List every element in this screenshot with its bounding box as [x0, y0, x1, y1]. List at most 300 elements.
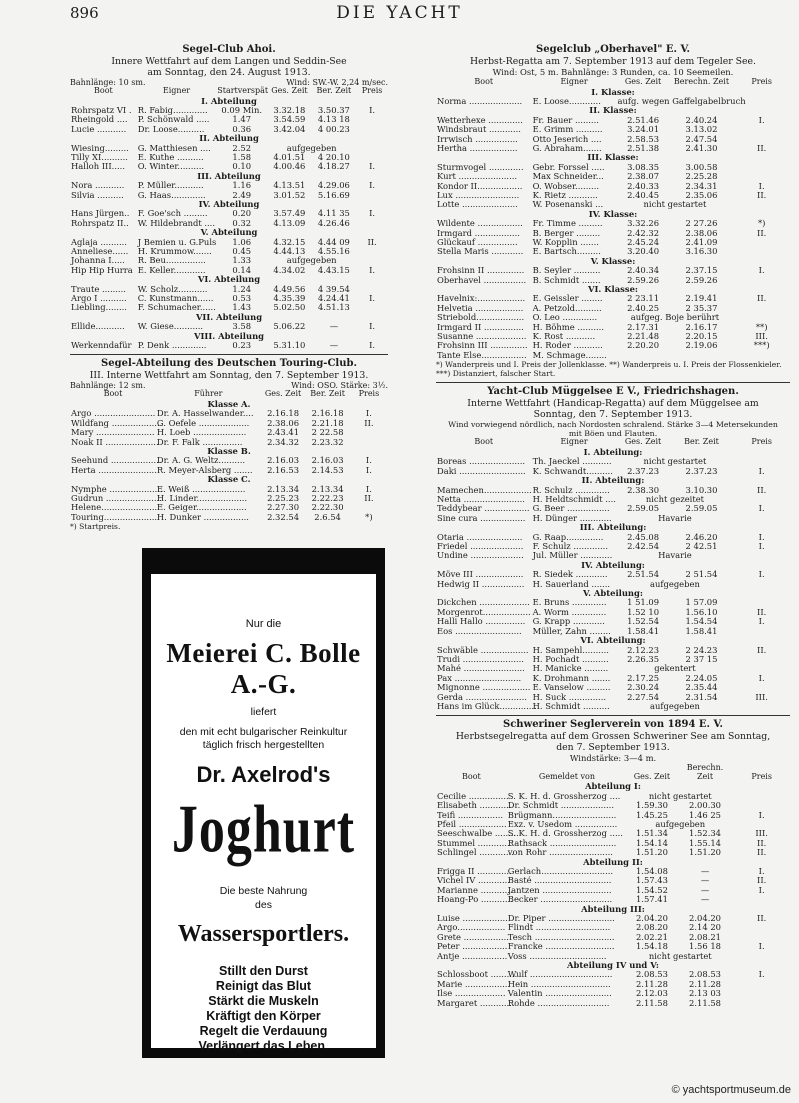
- oberhavel-subtitle: Herbst-Regatta am 7. September 1913 auf dem Tegeler See.: [470, 56, 756, 67]
- result-cell: 3.13.02: [685, 124, 718, 135]
- result-cell: 2.11.58: [689, 997, 722, 1008]
- result-cell: [733, 980, 790, 989]
- result-cell: [733, 627, 790, 636]
- result-cell: Sturmvogel .............: [437, 161, 524, 172]
- result-cell: 1 57.09: [685, 597, 718, 608]
- result-cell: K. Drohmann .......: [532, 672, 611, 683]
- result-cell: 2 35.37: [685, 302, 718, 313]
- result-cell: 2.6.54: [314, 511, 341, 522]
- result-cell: I.: [758, 941, 765, 952]
- result-cell: 2.47.54: [685, 133, 718, 144]
- result-cell: H. Pochadt ..........: [532, 653, 609, 664]
- result-cell: 2.16.18: [311, 408, 344, 419]
- result-cell: 4 00.23: [317, 123, 350, 134]
- result-cell: 3.50.37: [317, 104, 350, 115]
- result-cell: III.: [755, 691, 768, 702]
- result-cell: A. Worm .............: [532, 606, 607, 617]
- result-cell: G. Haas.............: [137, 189, 206, 200]
- result-cell: Helene......................: [71, 502, 160, 513]
- result-cell: Havelnix:..................: [437, 293, 526, 304]
- result-cell: nicht gestartet: [648, 950, 712, 961]
- result-cell: R. Schulz .............: [532, 484, 610, 495]
- result-cell: 2.13.34: [311, 483, 344, 494]
- result-cell: II.: [757, 293, 767, 304]
- column-header: Preis: [751, 77, 772, 86]
- result-cell: W. Hildebrandt ....: [137, 217, 215, 228]
- result-cell: 4.29.06: [317, 180, 350, 191]
- result-cell: 2.32.54: [267, 511, 300, 522]
- result-cell: Max Schneider...: [532, 171, 604, 182]
- result-cell: [356, 125, 388, 134]
- result-cell: C. Kunstmann......: [137, 293, 214, 304]
- result-cell: 4.13.09: [273, 217, 306, 228]
- result-cell: I.: [369, 180, 376, 191]
- result-cell: Silvia ..........: [71, 189, 124, 200]
- column-header: Eigner: [560, 437, 588, 447]
- result-cell: 1.54.18: [635, 941, 668, 952]
- result-cell: Grete .................: [437, 931, 509, 942]
- result-cell: I.: [369, 264, 376, 275]
- result-cell: 5.31.10: [273, 340, 306, 351]
- result-cell: 3.24.01: [627, 124, 660, 135]
- mueggelsee-date: Sonntag, den 7. September 1913.: [533, 409, 693, 421]
- ad-intro: Nur die: [245, 618, 282, 630]
- result-cell: Rheingold ....: [71, 114, 128, 125]
- result-cell: E. Vanselow .........: [532, 682, 611, 693]
- result-cell: 4.00.46: [273, 161, 306, 172]
- result-cell: Peter .................: [437, 941, 508, 952]
- result-cell: Argo..................: [437, 922, 506, 933]
- result-cell: 4.44 09: [317, 236, 350, 247]
- column-header: Gemeldet von: [538, 771, 596, 781]
- result-cell: E. Kuthe ..........: [137, 151, 204, 162]
- result-cell: Aglaja ..........: [71, 236, 127, 247]
- ad-panel: [151, 574, 376, 1053]
- result-cell: I.: [758, 616, 765, 627]
- result-cell: I.: [365, 455, 372, 466]
- result-cell: F. Schulz .............: [532, 541, 608, 552]
- result-cell: Dr. Loose..........: [137, 123, 205, 134]
- result-cell: 2.41.30: [685, 142, 718, 153]
- oberhavel-title: Segelclub „Oberhavel" E. V.: [536, 44, 690, 55]
- result-cell: 0.20: [232, 208, 252, 219]
- result-cell: W. Kopplin .......: [532, 237, 599, 247]
- schwerin-title: Schweriner Seglerverein von 1894 E. V.: [503, 719, 723, 731]
- result-cell: nicht gezeitet: [645, 494, 705, 504]
- result-cell: 2 24.23: [685, 644, 718, 655]
- result-cell: nicht gestartet: [643, 199, 707, 210]
- result-cell: 2.23.32: [311, 436, 344, 447]
- ahoi-subtitle: Innere Wettfahrt auf dem Langen und Seddin-See: [111, 56, 347, 67]
- ad-product: Joghurt: [171, 793, 356, 868]
- column-header: Eigner: [162, 86, 191, 95]
- result-cell: H. Suck ..............: [532, 691, 607, 702]
- result-cell: 0.10: [232, 161, 252, 172]
- result-cell: 2.37.15: [685, 265, 718, 276]
- result-cell: 1.46 25: [689, 809, 722, 820]
- result-cell: I.: [758, 465, 765, 476]
- result-cell: nicht gestartet: [648, 790, 712, 801]
- column-header: Boot: [474, 77, 494, 86]
- result-cell: 1.51.34: [635, 828, 668, 839]
- result-cell: I.: [365, 483, 372, 494]
- result-cell: Liebling........: [71, 302, 127, 313]
- result-cell: 2.41.09: [685, 237, 718, 247]
- result-cell: 2.42.54: [627, 541, 660, 552]
- result-cell: Luise .................: [437, 913, 508, 924]
- result-cell: Otaria .....................: [437, 531, 523, 542]
- result-cell: 2.45.24: [627, 237, 660, 247]
- result-cell: 1.24: [232, 283, 252, 294]
- division-heading: V. Abteilung:: [583, 588, 643, 599]
- result-cell: I.: [369, 161, 376, 172]
- result-cell: 2.38.06: [685, 227, 718, 238]
- result-cell: 5.06.22: [273, 321, 306, 332]
- result-cell: Anneliese......: [71, 246, 129, 256]
- result-cell: 1.59.30: [635, 800, 668, 811]
- result-cell: II.: [367, 236, 377, 247]
- result-cell: 3.57.49: [273, 208, 306, 219]
- result-cell: aufgegeben: [655, 818, 706, 829]
- result-cell: —: [700, 866, 710, 876]
- result-cell: 0.53: [232, 293, 252, 304]
- division-heading: III. Klasse:: [587, 152, 639, 163]
- result-cell: [356, 144, 388, 153]
- result-row: [436, 702, 790, 711]
- result-cell: Tante Else.................: [437, 349, 527, 360]
- result-cell: Pax .........................: [437, 672, 522, 683]
- result-cell: aufgegeben: [286, 142, 337, 153]
- result-cell: Mahé .......................: [437, 663, 525, 674]
- result-cell: 4 39.54: [317, 283, 350, 294]
- result-cell: II.: [757, 189, 767, 200]
- result-cell: 4.24.41: [317, 293, 350, 304]
- ad-description: [151, 726, 376, 752]
- division-heading: I. Klasse:: [591, 86, 635, 97]
- result-cell: Francke ..........................: [507, 941, 615, 952]
- result-cell: 3.42.04: [273, 123, 306, 134]
- result-cell: 2.40.34: [627, 265, 660, 276]
- result-cell: 0.45: [232, 246, 252, 256]
- ad-benefits: [151, 964, 376, 1054]
- result-cell: Antje .................: [437, 950, 508, 961]
- result-cell: 2.26.35: [627, 653, 660, 664]
- result-cell: Hedwig II ................: [437, 578, 525, 589]
- result-cell: [350, 428, 388, 437]
- result-cell: Hans Jürgen..: [71, 208, 130, 219]
- touring-title: Segel-Abteilung des Deutschen Touring-Club.: [101, 358, 357, 370]
- result-cell: H. Krummow.......: [137, 246, 212, 256]
- result-cell: E. Weiß ....................: [156, 483, 246, 494]
- result-row: [436, 999, 790, 1008]
- result-cell: 1.16: [232, 180, 252, 191]
- result-cell: 1.58.41: [627, 625, 660, 636]
- result-cell: 2.40.33: [627, 180, 660, 191]
- division-heading: II. Abteilung:: [581, 475, 645, 486]
- ahoi-course-length: Bahnlänge: 10 sm.: [70, 78, 146, 87]
- mueggelsee-title: Yacht-Club Müggelsee E V., Friedrichshagen.: [487, 386, 739, 398]
- result-cell: 2.16.17: [685, 321, 718, 332]
- result-cell: 1.58.41: [685, 625, 718, 636]
- result-cell: 2.14 20: [689, 922, 722, 933]
- oberhavel-wind: Wind: Ost, 5 m. Bahnlänge: 3 Runden, ca. 10 Seemeilen.: [492, 67, 734, 77]
- result-cell: O. Leo .............: [532, 312, 598, 323]
- result-cell: Rathsack .........................: [507, 837, 617, 848]
- result-cell: II.: [364, 493, 374, 504]
- result-cell: 3.16.30: [685, 246, 718, 257]
- result-cell: B. Berger .........: [532, 227, 601, 238]
- result-cell: nicht gestartet: [643, 456, 707, 467]
- result-cell: [356, 247, 388, 256]
- result-cell: 1.55.14: [689, 837, 722, 848]
- result-cell: aufgegeben: [286, 255, 337, 266]
- result-cell: 4.32.15: [273, 236, 306, 247]
- section-divider: [70, 354, 388, 355]
- result-cell: *): [757, 218, 766, 229]
- result-cell: 2.40.45: [627, 189, 660, 200]
- result-cell: W. Giese...........: [137, 321, 204, 332]
- result-cell: Undine ....................: [437, 550, 524, 561]
- result-cell: Argo I ..........: [71, 293, 127, 304]
- result-row: [70, 513, 388, 522]
- result-cell: Dr. A. Hasselwander....: [156, 408, 254, 419]
- result-cell: —: [700, 884, 710, 895]
- result-cell: 2.08.20: [635, 922, 668, 933]
- ad-benefit: Stillt den Durst: [219, 964, 308, 978]
- result-cell: II.: [757, 837, 767, 848]
- result-cell: 1.47: [232, 114, 252, 125]
- result-cell: Werkenndafür: [71, 340, 132, 351]
- result-cell: 2.16.03: [311, 455, 344, 466]
- result-cell: 2.21.18: [311, 417, 344, 428]
- result-cell: 1.54.54: [685, 616, 718, 627]
- result-cell: Otto Jeserich ....: [532, 133, 602, 144]
- oberhavel-results-table: [436, 78, 790, 360]
- result-cell: Vichel IV ............: [437, 875, 510, 886]
- division-heading: Abteilung III:: [581, 903, 645, 914]
- result-cell: I.: [758, 180, 765, 191]
- result-cell: I.: [365, 408, 372, 419]
- result-cell: Teddybear .................: [437, 503, 530, 514]
- touring-footnote: *) Startpreis.: [70, 522, 121, 532]
- result-cell: Frigga II .............: [437, 866, 512, 876]
- result-cell: Dr. Piper .........................: [507, 913, 615, 924]
- result-cell: 3.10.30: [685, 484, 718, 495]
- result-cell: 2.34.32: [267, 436, 300, 447]
- result-cell: 3.08.35: [627, 161, 660, 172]
- oberhavel-footnote: *) Wanderpreis und I. Preis der Jollenklasse. **) Wanderpreis u. I. Preis der Flossenkieler. ***) Distanziert, falscher Start.: [436, 360, 782, 378]
- result-cell: 2.24.05: [685, 672, 718, 683]
- result-cell: K. Rost ...........: [532, 331, 596, 342]
- result-cell: 0.36: [232, 123, 252, 134]
- result-cell: Daki .........................: [437, 465, 526, 476]
- result-cell: 3.20.40: [627, 246, 660, 257]
- result-cell: —: [329, 321, 339, 332]
- ad-brand: Meierei C. Bolle A.-G.: [166, 638, 361, 699]
- result-cell: 2.17.25: [627, 672, 660, 683]
- mueggelsee-results-table: [436, 438, 790, 711]
- result-cell: Basté .............................: [507, 875, 612, 886]
- ad-benefit: Verlängert das Leben.: [198, 1039, 329, 1053]
- schwerin-results-table: [436, 764, 790, 1008]
- result-cell: II.: [757, 847, 767, 858]
- column-header: Preis: [751, 771, 772, 781]
- division-heading: VII. Abteilung: [195, 311, 263, 322]
- result-cell: 2.04.20: [689, 913, 722, 924]
- result-cell: Gudrun .....................: [71, 493, 162, 504]
- result-cell: 2.51.54: [627, 569, 660, 580]
- page-number: 896: [70, 4, 99, 22]
- division-heading: IV. Abteilung: [198, 198, 260, 209]
- result-row: [436, 351, 790, 360]
- result-cell: J Bemien u. G.Puls: [137, 236, 217, 247]
- ad-benefit: Kräftigt den Körper: [206, 1009, 321, 1023]
- result-cell: 4.55.16: [317, 246, 350, 256]
- result-cell: H. Linder...................: [156, 493, 248, 504]
- result-cell: Müller, Zahn ........: [532, 625, 611, 636]
- result-cell: Lux ........................: [437, 189, 520, 200]
- result-cell: 2.34.31: [685, 180, 718, 191]
- result-cell: 2.40.24: [685, 114, 718, 125]
- touring-subtitle: III. Interne Wettfahrt am Sonntag, den 7. September 1913.: [89, 370, 369, 382]
- result-cell: [733, 514, 790, 523]
- column-header: Preis: [358, 389, 380, 399]
- result-cell: 1.45.25: [635, 809, 668, 820]
- result-cell: 0.23: [232, 340, 252, 351]
- result-cell: 1.54.52: [635, 884, 668, 895]
- result-cell: [733, 200, 790, 209]
- division-heading: VIII. Abteilung: [193, 330, 265, 341]
- column-header: Boot: [474, 437, 494, 447]
- result-cell: [733, 655, 790, 664]
- result-cell: 2.35.44: [685, 682, 718, 693]
- result-cell: I.: [758, 884, 765, 895]
- watermark: © yachtsportmuseum.de: [671, 1084, 791, 1096]
- column-header: Ges. Zeit: [624, 77, 662, 86]
- result-cell: 4.18.27: [317, 161, 350, 172]
- result-cell: Netta .......................: [437, 494, 525, 504]
- touring-course-length: Bahnlänge: 12 sm.: [70, 381, 146, 391]
- result-cell: III.: [755, 828, 768, 839]
- result-cell: aufgeg. Boje berührt: [630, 312, 720, 323]
- result-cell: I.: [758, 503, 765, 514]
- result-cell: 2.13 03: [689, 988, 722, 999]
- result-cell: 2.52: [232, 142, 252, 153]
- column-header: Boot: [103, 389, 123, 399]
- column-header: Führer: [194, 389, 223, 399]
- result-cell: F. Schumacher......: [137, 302, 216, 313]
- result-cell: II.: [757, 484, 767, 495]
- column-header: Ber. Zeit: [684, 437, 719, 447]
- division-heading: IV. Klasse:: [588, 208, 638, 219]
- result-cell: Dr. Schmidt ....................: [507, 800, 614, 811]
- result-cell: Argo .......................: [71, 408, 156, 419]
- result-cell: I.: [365, 464, 372, 475]
- result-cell: 2.19.41: [685, 293, 718, 304]
- result-cell: 4 20.10: [317, 151, 350, 162]
- ad-supplies: liefert: [250, 706, 277, 718]
- result-cell: I.: [369, 340, 376, 351]
- result-cell: 2.31.54: [685, 691, 718, 702]
- column-header: Boot: [94, 86, 113, 95]
- ad-description-line: den mit echt bulgarischer Reinkultur: [179, 726, 348, 738]
- result-cell: 2.59.05: [627, 503, 660, 514]
- result-cell: G. Abraham.......: [532, 142, 602, 153]
- result-cell: Mignonne ..................: [437, 682, 531, 693]
- division-heading: VI. Abteilung:: [580, 635, 646, 646]
- result-cell: 2.14.53: [311, 464, 344, 475]
- result-cell: 2 27.26: [685, 218, 718, 229]
- result-cell: Wetterhexe .............: [437, 114, 523, 125]
- result-cell: Schlingel .............: [437, 847, 514, 858]
- result-cell: II.: [757, 644, 767, 655]
- result-cell: 4.35.39: [273, 293, 306, 304]
- result-cell: 2.46.20: [685, 531, 718, 542]
- page-title: DIE YACHT: [336, 3, 463, 23]
- result-cell: 1.54.08: [635, 866, 668, 876]
- result-cell: [733, 895, 790, 904]
- result-cell: 4.34.02: [273, 264, 306, 275]
- result-cell: Becker ...........................: [507, 894, 613, 905]
- result-cell: Dickchen ...................: [437, 597, 530, 608]
- result-cell: 2.49: [232, 189, 252, 200]
- result-cell: II.: [364, 417, 374, 428]
- result-cell: Eos .........................: [437, 625, 522, 636]
- result-cell: Halli Hallo ...............: [437, 616, 526, 627]
- result-cell: 0.14: [232, 264, 252, 275]
- result-cell: [356, 115, 388, 124]
- division-heading: Abteilung I:: [585, 781, 641, 792]
- result-cell: I.: [758, 969, 765, 980]
- result-cell: K. Rietz ...........: [532, 189, 598, 200]
- result-cell: 2.16.53: [267, 464, 300, 475]
- division-heading: V. Klasse:: [590, 255, 636, 266]
- division-heading: Klasse B.: [207, 446, 251, 456]
- result-cell: Hans im Glück..............: [437, 700, 537, 711]
- result-cell: Boreas .....................: [437, 456, 526, 467]
- division-heading: V. Abteilung: [200, 227, 258, 238]
- result-cell: III.: [755, 331, 768, 342]
- result-cell: Windsbraut ............: [437, 124, 521, 135]
- result-cell: 2.17.31: [627, 321, 660, 332]
- division-heading: II. Klasse:: [589, 105, 637, 116]
- mueggelsee-wind-detail: mit Böen und Flauten.: [568, 429, 658, 439]
- result-cell: 1.52 10: [627, 606, 660, 617]
- right-column: [436, 42, 790, 1008]
- result-cell: H. Heldtschmidt ....: [532, 494, 616, 504]
- schwerin-date: den 7. September 1913.: [556, 742, 670, 754]
- result-cell: Lotte .....................: [437, 199, 518, 210]
- result-cell: W. Scholz...........: [137, 283, 208, 294]
- result-cell: Dr. A. G. Weltz..........: [156, 455, 246, 466]
- result-cell: 2.02.21: [635, 931, 668, 942]
- result-cell: Norma ....................: [437, 95, 523, 106]
- result-cell: Tesch ..............................: [507, 931, 615, 942]
- result-cell: Gerlach...........................: [507, 866, 614, 876]
- result-cell: Rohrspatz II..: [71, 217, 129, 228]
- result-cell: —: [700, 875, 710, 886]
- result-cell: Voss .............................: [507, 950, 607, 961]
- result-cell: 1.54.14: [635, 837, 668, 848]
- result-cell: I.: [369, 208, 376, 219]
- result-cell: II.: [757, 227, 767, 238]
- result-cell: 2.58.53: [627, 133, 660, 144]
- result-cell: Glückauf ...............: [437, 237, 518, 247]
- result-cell: 2.22.23: [311, 493, 344, 504]
- division-heading: Abteilung II:: [583, 856, 643, 867]
- result-cell: 2.51.38: [627, 142, 660, 153]
- ahoi-wind: Wind: SW.-W. 2,24 m/sec.: [286, 78, 388, 87]
